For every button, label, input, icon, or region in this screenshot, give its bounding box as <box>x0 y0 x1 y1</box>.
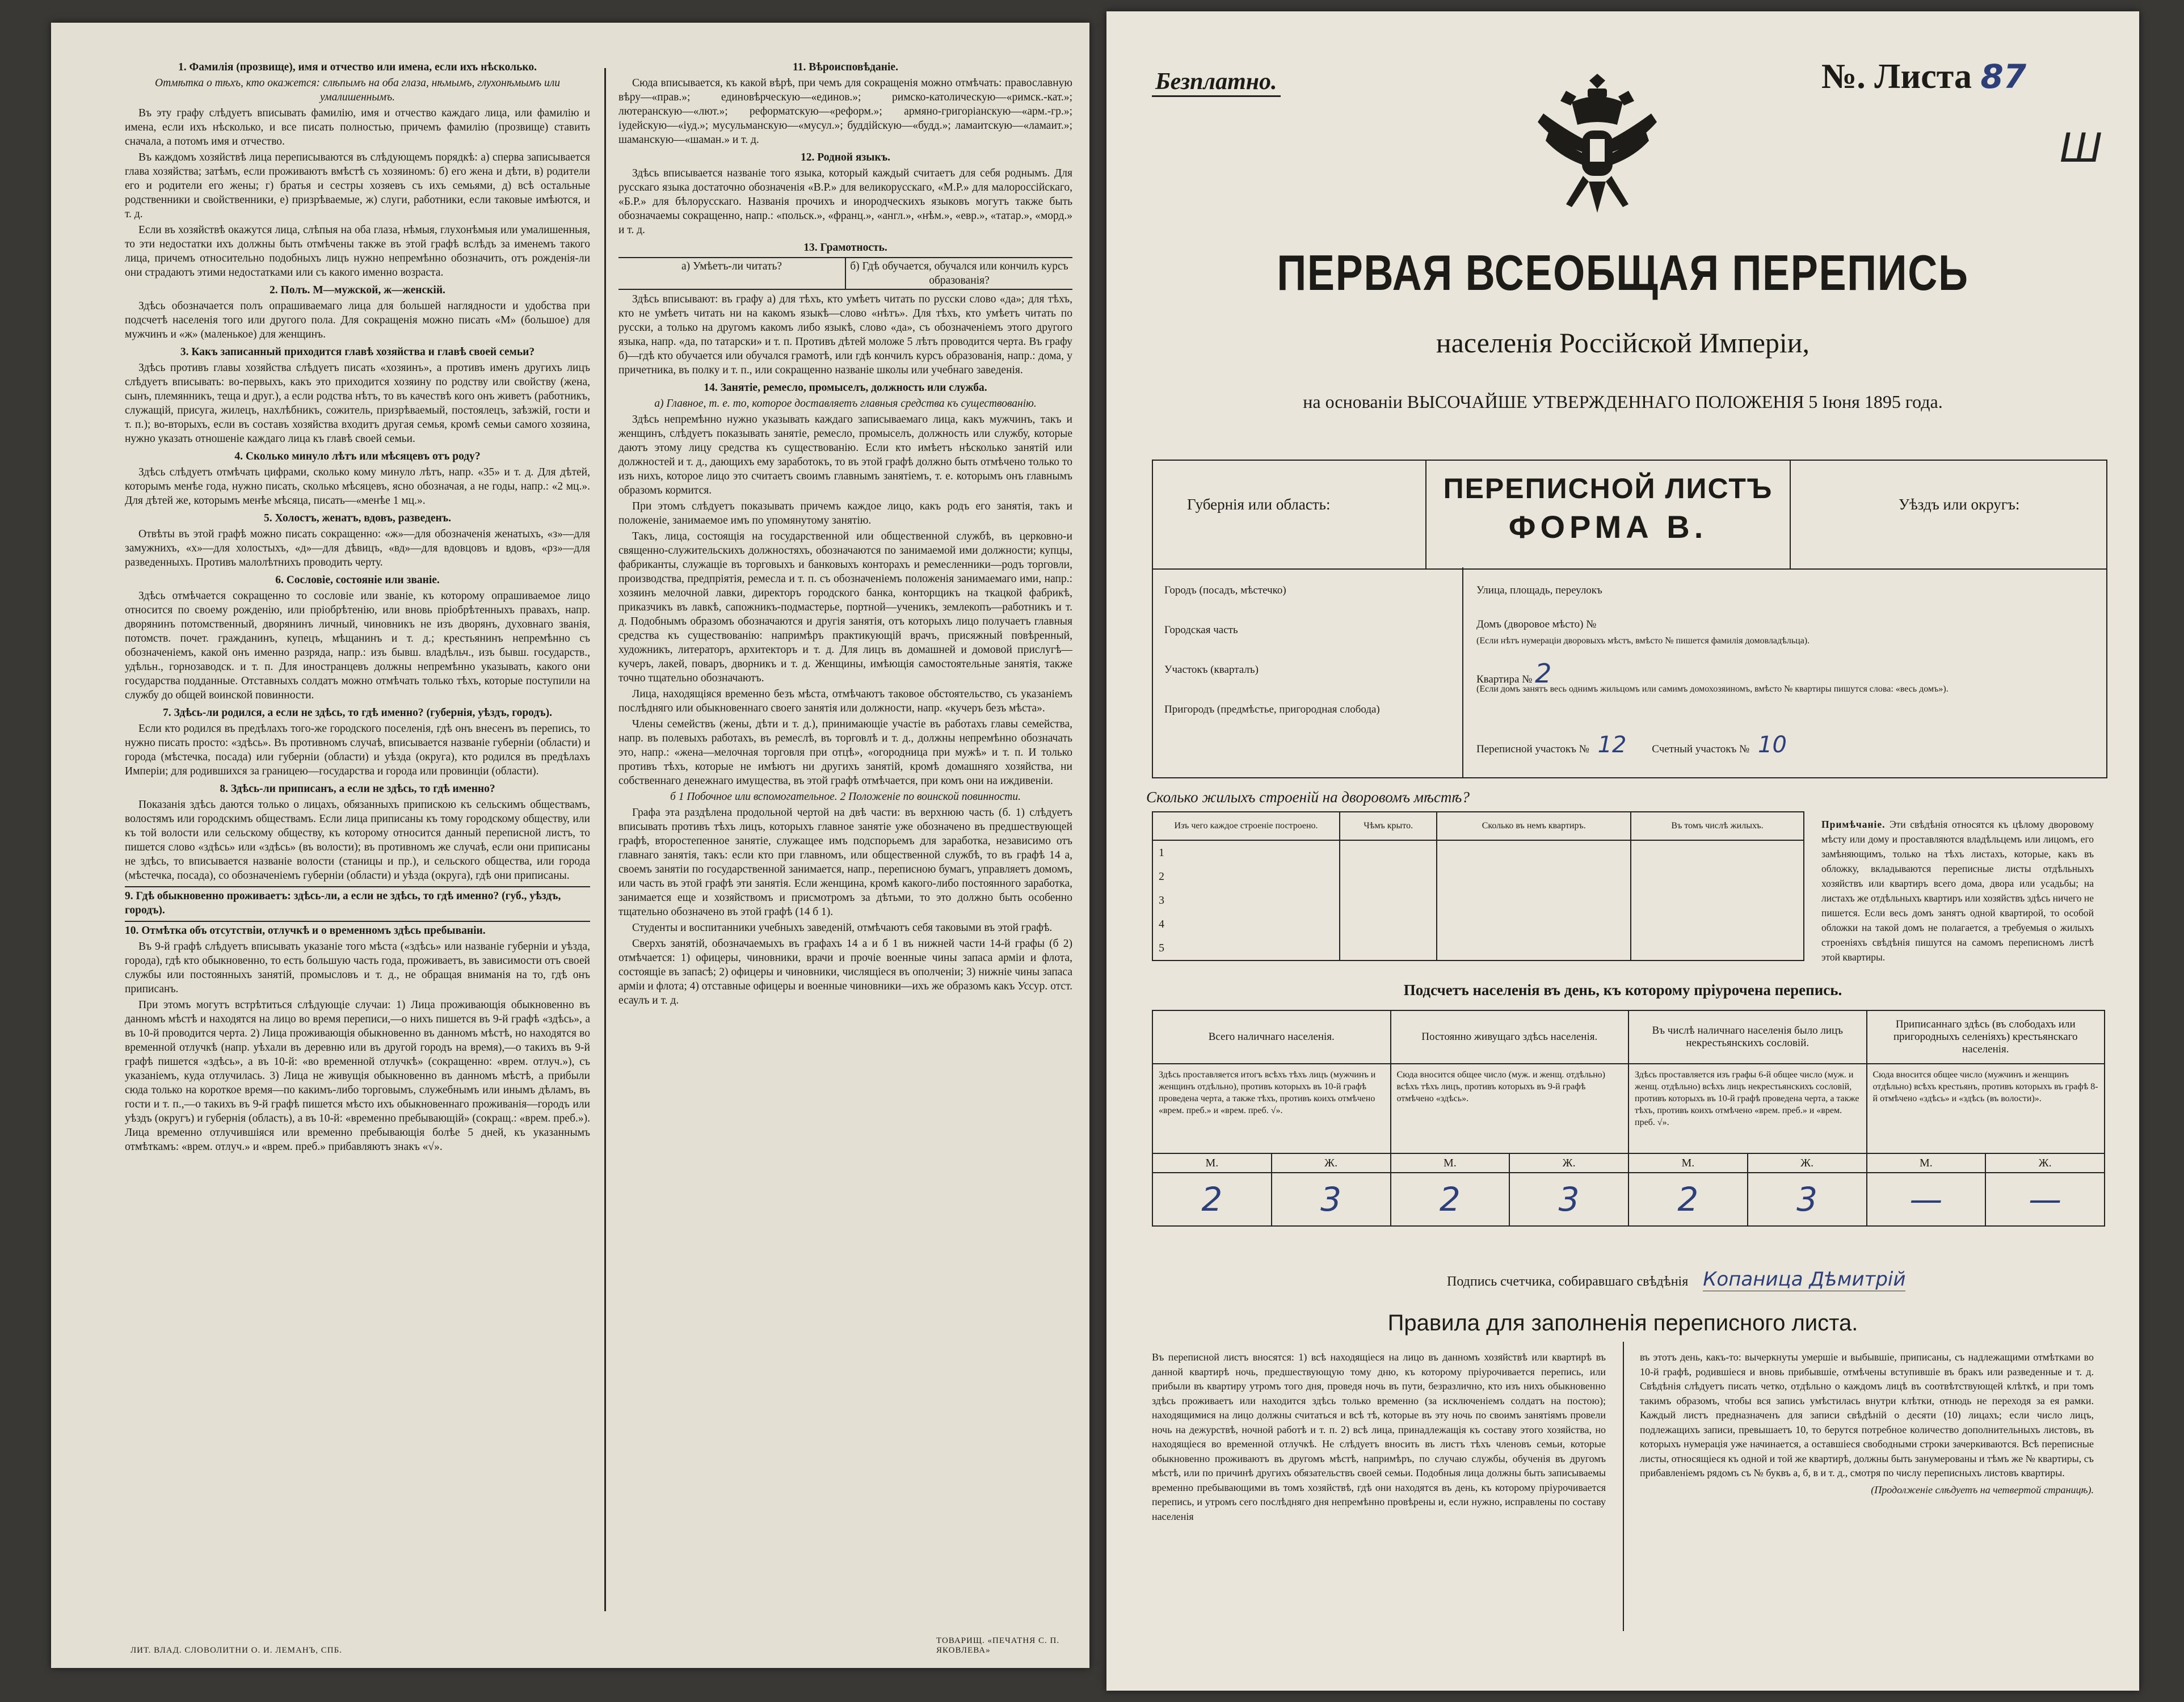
count-col-header: Всего наличнаго населенія. <box>1152 1010 1391 1064</box>
printer-footer-left: ЛИТ. ВЛАД. СЛОВОЛИТНИ О. И. ЛЕМАНЪ, СПБ. <box>131 1646 342 1655</box>
male-count-cell[interactable]: — <box>1867 1173 1986 1226</box>
section-subheading: а) Главное, т. е. то, которое доставляетъ главныя средства къ существованію. <box>654 398 1037 410</box>
population-count-table <box>1152 1010 2105 1227</box>
district-label: Городская часть <box>1164 624 1238 636</box>
rules-divider <box>1623 1342 1624 1631</box>
page-subtitle: населенія Россійской Имперіи, <box>1436 327 1810 359</box>
buildings-col-header: Чѣмъ крыто. <box>1340 812 1437 840</box>
building-cell[interactable] <box>1340 936 1437 960</box>
literacy-read-header: а) Умѣетъ-ли читать? <box>618 258 846 289</box>
male-count-cell[interactable]: 2 <box>1391 1173 1510 1226</box>
gubernia-label: Губернія или область: <box>1187 496 1331 513</box>
section-heading: 13. Грамотность. <box>803 242 887 254</box>
rules-continued: (Продолженіе слѣдуетъ на четвертой страницѣ). <box>1871 1484 2094 1495</box>
precinct-label: Участокъ (кварталъ) <box>1164 664 1259 676</box>
instruction-paragraph: Здѣсь противъ главы хозяйства слѣдуетъ писать «хозяинъ», а противъ именъ другихъ лицъ слѣдуетъ вписывать: во-первыхъ, какъ это приходится хозяину по родству или свойству (жена, сынъ, племянникъ, теща и друг.), а если родства нѣтъ, то въ качествѣ кого онъ живетъ (работникъ, служащій, присуга, жилецъ, нахлѣбникъ, сожитель, призрѣваемый, постоялецъ, заѣзжій, гости и т. п.); во-вторыхъ, если въ составъ хозяйства входитъ другая семья, кромѣ семьи самого хозяина, нужно указать отношеніе каждаго лица къ главѣ своей семьи. <box>125 362 590 445</box>
instruction-paragraph: Сюда вписывается, къ какой вѣрѣ, при чемъ для сокращенія можно отмѣчать: православную вѣру—«прав.»; единовѣрческую—«единов.»; римско-католическую—«римск.-кат.»; лютеранскую—«лют.»; реформатскую—«реформ.»; армяно-григоріанскую—«арм.-гр.»; іудейскую—«іуд.»; мусульманскую—«мусул.»; буддійскую—«будд.»; ламаитскую—«ламаит.»; шаманскую—«шаман.» и т. д. <box>618 77 1072 146</box>
instruction-paragraph: Здѣсь вписывают: въ графу а) для тѣхъ, кто умѣетъ читать по русски слово «да»; для тѣхъ, кто не умѣетъ читать ни на какомъ языкѣ—слово «нѣтъ». Для тѣхъ, кто умѣетъ читать по русски, а только на другомъ какомъ либо языкѣ, слово «да», съ обозначеніемъ этого другого языка, напр. «да, по татарски» и т. п. Противъ дѣтей моложе 5 лѣтъ проводится черта. Въ графу б)—гдѣ кто обучается или обучался грамотѣ, или гдѣ кончилъ курсъ образованія, напр.: дома, у причетника, въ полку и т. п., или сокращенно названіе школы или учебнаго заведенія. <box>618 293 1072 376</box>
building-cell[interactable] <box>1631 912 1804 936</box>
instruction-paragraph: Лица, находящіяся временно безъ мѣста, отмѣчаютъ таковое обстоятельство, съ указаніемъ послѣдняго или обыкновеннаго своего занятія или должности, напр. «кучеръ безъ мѣста». <box>618 688 1072 714</box>
male-subheader: М. <box>1867 1153 1986 1173</box>
note-label: Примѣчаніе. <box>1821 819 1886 830</box>
printer-footer-right: ТОВАРИЩ. «ПЕЧАТНЯ С. П. ЯКОВЛЕВА» <box>936 1636 1060 1655</box>
female-count-cell[interactable]: — <box>1985 1173 2105 1226</box>
suburb-field[interactable] <box>1164 703 1448 716</box>
address-divider <box>1462 567 1463 777</box>
rules-right-text: въ этотъ день, какъ-то: вычеркнуты умершіе и выбывшіе, приписаны, съ надлежащими отмѣтками во 10-й графѣ, родившіеся и вновь прибывшіе, отмѣчены вступившіе въ бракъ или разведенные и т. д. Свѣдѣнія слѣдуетъ писать четко, отдѣльно о каждомъ лицѣ въ соотвѣтствующей клѣткѣ, и при томъ такимъ образомъ, чтобы вся запись умѣстилась внутри клѣтки, отнюдь не переходя за ея рамки. Каждый листъ предназначенъ для записи свѣдѣній о десяти (10) лицахъ; если число лицъ, подлежащихъ записи, превышаетъ 10, то берутся потребное количество дополнительныхъ листовъ, въ которыхъ нумерація уже начинается, а оставшіеся свободными строки зачеркиваются. Всѣ переписные листы, относящіеся къ одной и той же квартирѣ, должны быть занумерованы и тѣмъ же № квартиры, съ прибавленіемъ рядомъ съ № буквъ а, б, в и т. д., смотря по числу переписныхъ листовъ квартиры. <box>1640 1351 2094 1478</box>
building-row-number[interactable]: 5 <box>1152 936 1340 960</box>
margin-mark: Ш <box>2060 125 2102 171</box>
counting-precinct-value: 10 <box>1758 732 1787 758</box>
building-cell[interactable] <box>1631 888 1804 912</box>
census-precinct-label: Переписной участокъ № <box>1476 743 1589 755</box>
building-cell[interactable] <box>1437 912 1631 936</box>
male-subheader: М. <box>1628 1153 1748 1173</box>
buildings-note <box>1821 817 2094 964</box>
count-col-description: Сюда вносится общее число (мужчинъ и женщинъ отдѣльно) всѣхъ крестьянъ, противъ которыхъ въ графѣ 8-й отмѣчено «здѣсь» и «здѣсь (въ волости)». <box>1867 1064 2105 1153</box>
section-subheading: б 1 Побочное или вспомогательное. 2 Положеніе по воинской повинности. <box>670 791 1021 803</box>
section-heading: 12. Родной языкъ. <box>801 151 890 163</box>
building-row-number[interactable]: 4 <box>1152 912 1340 936</box>
population-count-title: Подсчетъ населенія въ день, къ которому пріурочена перепись. <box>1403 981 1842 999</box>
building-cell[interactable] <box>1340 912 1437 936</box>
count-col-description: Сюда вносится общее число (муж. и женщ. отдѣльно) всѣхъ тѣхъ лицъ, противъ которыхъ въ 9-й графѣ отмѣчено «здѣсь». <box>1391 1064 1629 1153</box>
buildings-col-header: Сколько въ немъ квартиръ. <box>1437 812 1631 840</box>
table-row <box>1152 840 1804 865</box>
buildings-question: Сколько жилыхъ строеній на дворовомъ мѣстѣ? <box>1146 789 1470 806</box>
town-field[interactable] <box>1164 584 1448 597</box>
town-label: Городъ (посадъ, мѣстечко) <box>1164 584 1286 596</box>
section-heading: 11. Вѣроисповѣданіе. <box>793 61 898 73</box>
building-cell[interactable] <box>1340 865 1437 888</box>
sheet-number-value: 87 <box>1980 57 2027 96</box>
building-cell[interactable] <box>1631 865 1804 888</box>
instruction-paragraph: Здѣсь слѣдуетъ отмѣчать цифрами, сколько кому минуло лѣтъ, напр. «35» и т. д. Для дѣтей, которымъ менѣе года, нужно писать, сколько мѣсяцевъ, ясно обозначая, а не годы, напр.: «2 мц.». Для дѣтей же, которымъ менѣе мѣсяца, писать—«менѣе 1 мц.». <box>125 466 590 507</box>
female-count-cell[interactable]: 3 <box>1272 1173 1391 1226</box>
note-text: Эти свѣдѣнія относятся къ цѣлому дворовому мѣсту или дому и проставляются владѣльцемъ или лицомъ, его замѣняющимъ, только на тѣхъ листахъ, которые, какъ въ обложку, вкладываются переписные листы отдѣльныхъ хозяйствъ или квартиръ всего дома, двора или усадьбы; на листахъ же отдѣльныхъ квартиръ или хозяйствъ здѣсь ничего не пишется. Если весь домъ занятъ одной квартирой, то особой обложки на такой домъ не полагается, а требуемыя о жилыхъ строеніяхъ свѣдѣнія пишутся на самомъ переписномъ листѣ этой квартиры. <box>1821 819 2094 963</box>
census-form-page <box>1106 11 2139 1691</box>
census-precinct-field[interactable] <box>1476 732 2095 758</box>
literacy-split-header <box>618 257 1072 290</box>
instructions-column-right <box>618 57 1072 1611</box>
signature-label: Подпись счетчика, собиравшаго свѣдѣнія <box>1447 1274 1689 1289</box>
building-cell[interactable] <box>1631 936 1804 960</box>
building-cell[interactable] <box>1437 936 1631 960</box>
census-precinct-value: 12 <box>1597 732 1627 758</box>
building-cell[interactable] <box>1437 888 1631 912</box>
signature-value: Копаница Дѣмитрій <box>1703 1268 1906 1291</box>
section-heading: 1. Фамилія (прозвище), имя и отчество или имена, если ихъ нѣсколько. <box>178 61 537 73</box>
section-heading: 4. Сколько минуло лѣтъ или мѣсяцевъ отъ роду? <box>234 450 481 462</box>
female-subheader: Ж. <box>1748 1153 1867 1173</box>
apartment-note: (Если домъ занятъ весь однимъ жильцомъ или самимъ домохозяиномъ, вмѣсто № квартиры пишутся слова: «весь домъ»). <box>1476 684 1949 694</box>
suburb-label: Пригородъ (предмѣстье, пригородная слобода) <box>1164 703 1380 715</box>
instruction-paragraph: Въ каждомъ хозяйствѣ лица переписываются въ слѣдующемъ порядкѣ: a) сперва записывается глава хозяйства; затѣмъ, если проживаютъ вмѣстѣ съ хозяиномъ: б) его жена и дѣти, в) родители его и родители его жены; г) братья и сестры хозяевъ съ ихъ семьями, д) всѣ остальные родственники и свойственники, е) призрѣваемые, ж) слуги, работники, если таковые имѣются, и т. д. <box>125 151 590 220</box>
house-label: Домъ (дворовое мѣсто) № <box>1476 618 1597 630</box>
apartment-label: Квартира № <box>1476 673 1533 685</box>
instruction-paragraph: Члены семействъ (жены, дѣти и т. д.), принимающіе участіе въ работахъ главы семейства, напр. въ полевыхъ работахъ, въ ремеслѣ, въ торговлѣ и т. д., должны непремѣнно обозначать это, напр.: «жена—мелочная торговля при отцѣ», «огородница при мужѣ» и т. п. И только противъ тѣхъ, которые не имѣютъ ни другихъ занятій, кромѣ домашняго хозяйства, ни собственнаго денежнаго имущества, въ этой графѣ отмѣчается, при комъ они на иждивеніи. <box>618 718 1072 787</box>
table-row <box>1152 888 1804 912</box>
building-row-number[interactable]: 3 <box>1152 888 1340 912</box>
rules-title: Правила для заполненія переписного листа. <box>1387 1311 1858 1336</box>
form-title-cell <box>1426 461 1791 568</box>
male-count-cell[interactable]: 2 <box>1152 1173 1272 1226</box>
female-count-cell[interactable]: 3 <box>1748 1173 1867 1226</box>
section-heading-boxed: 10. Отмѣтка объ отсутствіи, отлучкѣ и о временномъ здѣсь пребываніи. <box>125 921 590 938</box>
counting-precinct-label: Счетный участокъ № <box>1652 743 1750 755</box>
buildings-col-header: Изъ чего каждое строеніе построено. <box>1152 812 1340 840</box>
instruction-paragraph: Здѣсь отмѣчается сокращенно то сословіе или званіе, къ которому опрашиваемое лицо относится по своему рожденію, или пріобрѣтенію, или вновь пріобрѣтенныхъ правахъ, напр. дворянинъ потомственный, дворянинъ личный, чиновникъ не изъ дворянъ, духовнаго званія, потомств. почет. гражданинъ, купецъ, мѣщанинъ и т. д.; крестьянинъ непремѣнно съ обозначеніемъ, какой онъ именно разряда, напр.: изъ бывш. владѣльч., изъ бывш. государств., удѣльн., горнозаводск. и т. п. Для иностранцевъ должны непремѣнно указывать, какого они государства подданные. Отставныхъ солдатъ можно отмѣчать только тѣхъ, которые поступили на службу до общей воинской повинности. <box>125 590 590 701</box>
building-row-number[interactable]: 2 <box>1152 865 1340 888</box>
instruction-paragraph: Въ эту графу слѣдуетъ вписывать фамилію, имя и отчество каждаго лица, или фамилію и имена, если ихъ нѣсколько, и все писать полностью, причемъ фамилію (прозвище) ставить сначала, а потомъ имя и отчество. <box>125 107 590 148</box>
house-field[interactable] <box>1476 618 2095 631</box>
section-heading: 6. Сословіе, состояніе или званіе. <box>275 574 440 586</box>
section-heading: 14. Занятіе, ремесло, промыселъ, должность или служба. <box>704 382 987 394</box>
instruction-paragraph: Здѣсь обозначается полъ опрашиваемаго лица для большей наглядности и удобства при подсчетѣ населенія того или другого пола. Для сокращенія можно писать «М» (большое) для мужчинъ и «ж» (маленькое) для женщинъ. <box>125 300 590 340</box>
female-subheader: Ж. <box>1509 1153 1628 1173</box>
building-cell[interactable] <box>1631 840 1804 865</box>
count-col-description: Здѣсь проставляется изъ графы 6-й общее число (муж. и женщ. отдѣльно) всѣхъ лицъ некрестьянскихъ сословій, противъ которыхъ въ 10-й графѣ проведена черта, а также тѣхъ, противъ коихъ отмѣчено «врем. преб.» и «врем. преб. √». <box>1628 1064 1867 1153</box>
form-letter: ФОРМА В. <box>1508 509 1708 545</box>
count-col-description: Здѣсь проставляется итогъ всѣхъ тѣхъ лицъ (мужчинъ и женщинъ отдѣльно), противъ которыхъ въ 10-й графѣ проведена черта, а также тѣхъ, противъ коихъ отмѣчено «врем. преб.» и «врем. преб. √». <box>1152 1064 1391 1153</box>
district-field[interactable] <box>1164 624 1448 637</box>
instruction-paragraph: При этомъ слѣдуетъ показывать причемъ каждое лицо, какъ родъ его занятія, такъ и положеніе, занимаемое имъ по упомянутому занятію. <box>618 500 1072 526</box>
street-field[interactable] <box>1476 584 2095 597</box>
table-row <box>1152 936 1804 960</box>
literacy-school-header: б) Гдѣ обучается, обучался или кончилъ курсъ образованія? <box>850 260 1068 287</box>
instruction-paragraph: Показанія здѣсь даются только о лицахъ, обязанныхъ припискою къ сельскимъ обществамъ, волостямъ или городскимъ обществамъ. Если лица приписаны къ тому городскому обществу, или къ той волости или сельскому обществу, къ которому относится данный переписной листъ, то пишется слово «здѣсь» или «здѣсь» (въ волости); въ противномъ же случаѣ, если они приписаны не здѣсь, то вписывается названіе волости (станицы и пр.), и сельского общества, или города (мѣстечка, посада), со обозначеніемъ губерніи (области) и уѣзда (округа), гдѣ они приписаны. <box>125 799 590 882</box>
buildings-table <box>1152 811 1804 961</box>
free-label: Безплатно. <box>1152 68 1281 97</box>
female-subheader: Ж. <box>1985 1153 2105 1173</box>
street-label: Улица, площадь, переулокъ <box>1476 584 1602 596</box>
section-heading-boxed: 9. Гдѣ обыкновенно проживаетъ: здѣсь-ли, а если не здѣсь, то гдѣ именно? (губ., уѣздъ, городъ). <box>125 886 590 917</box>
address-block <box>1152 567 2107 778</box>
rules-column-left: Въ переписной листъ вносятся: 1) всѣ находящіеся на лицо въ данномъ хозяйствѣ или квартирѣ въ данной квартирѣ ночь, предшествующую тому дню, къ которому пріурочивается перепись, или прибыли въ квартиру утромъ того дня, проведя ночь въ пути, безразлично, кто изъ нихъ обыкновенно здѣсь проживаетъ или находится здѣсь только временно (за исключеніемъ солдатъ на постою); находящимися на лицо должны считаться и всѣ тѣ, которые въ эту ночь по своимъ занятіямъ провели ночь на дежурствѣ, ночной работѣ и т. п. 2) всѣ лица, принадлежащія къ составу этого хозяйства, но находящіеся во временной отлучкѣ. Не слѣдуетъ вносить въ листъ тѣхъ членовъ семьи, которые обыкновенно проживаютъ въ другомъ мѣстѣ, напримѣръ, по случаю службы, обученія въ другомъ мѣстѣ, или по причинѣ другихъ обязательствъ своей семьи. Подобныя лица должны быть записываемы временно пребывающими въ томъ хозяйствѣ, гдѣ они находятся въ день, къ которому пріурочивается перепись, и утромъ сего послѣдняго дня непремѣнно провѣрены и, если нужно, исправлены по составу населенія <box>1152 1351 1606 1522</box>
double-headed-eagle-icon <box>1532 68 1663 221</box>
instruction-paragraph: Въ 9-й графѣ слѣдуетъ вписывать указаніе того мѣста («здѣсь» или названіе губерніи и уѣзда, города), гдѣ кто обыкновенно, то есть большую часть года, проживаетъ, въ зависимости отъ своей службы или постоянныхъ занятій, промысловъ и т. д., не обращая вниманія на то, гдѣ онъ приписанъ. <box>125 941 590 995</box>
female-subheader: Ж. <box>1272 1153 1391 1173</box>
enumerator-signature <box>1447 1268 1905 1291</box>
count-col-header: Приписаннаго здѣсь (въ слободахъ или пригородныхъ селеніяхъ) крестьянскаго населенія. <box>1867 1010 2105 1064</box>
sheet-number-label: №. Листа <box>1821 57 1972 96</box>
form-title: ПЕРЕПИСНОЙ ЛИСТЪ <box>1443 473 1773 504</box>
instruction-paragraph: Если въ хозяйствѣ окажутся лица, слѣпыя на оба глаза, нѣмыя, глухонѣмыя или умалишенныя, то эти недостатки ихъ должны быть отмѣчены также въ этой графѣ вслѣдъ за именемъ такого лица, причемъ относительно подобныхъ лицъ нужно непремѣнно обозначить, отъ рожденія-ли они страдаютъ этими недостатками или съ какого именно возраста. <box>125 224 590 279</box>
buildings-col-header: Въ томъ числѣ жилыхъ. <box>1631 812 1804 840</box>
building-cell[interactable] <box>1340 888 1437 912</box>
table-row <box>1152 912 1804 936</box>
rules-column-right <box>1640 1350 2094 1497</box>
region-header-box <box>1152 460 2107 570</box>
sheet-number <box>1821 57 2026 97</box>
section-heading: 8. Здѣсь-ли приписанъ, а если не здѣсь, то гдѣ именно? <box>220 783 495 795</box>
instructions-column-left <box>125 57 590 1611</box>
female-count-cell[interactable]: 3 <box>1509 1173 1628 1226</box>
count-col-header: Въ числѣ наличнаго населенія было лицъ некрестьянскихъ сословій. <box>1628 1010 1867 1064</box>
left-page <box>51 23 1089 1668</box>
apartment-value: 2 <box>1535 658 1552 689</box>
section-heading: 3. Какъ записанный приходится главѣ хозяйства и главѣ своей семьи? <box>180 346 535 358</box>
section-heading: 2. Полъ. М—мужской, ж—женскій. <box>270 284 445 296</box>
section-heading: 7. Здѣсь-ли родился, а если не здѣсь, то гдѣ именно? (губернія, уѣздъ, городъ). <box>163 707 552 719</box>
male-subheader: М. <box>1152 1153 1272 1173</box>
section-heading: 5. Холостъ, женатъ, вдовъ, разведенъ. <box>264 512 451 524</box>
building-cell[interactable] <box>1437 840 1631 865</box>
instruction-paragraph: При этомъ могутъ встрѣтиться слѣдующіе случаи: 1) Лица проживающія обыкновенно въ данномъ мѣстѣ и находятся на лицо во время переписи,—о нихъ пишется въ 9-й графѣ «здѣсь», а въ 10-й проводится черта. 2) Лица проживающія обыкновенно въ данномъ мѣстѣ, но находятся во временной отлучкѣ (напр. уѣхали въ деревню или въ другой городъ на время),—о такихъ въ 9-й графѣ пишется «здѣсь», а въ 10-й: «во временной отлучкѣ» (сокращенно: «врем. отлуч.»), съ указаніемъ, куда отлучилась. 3) Лица не живущія обыкновенно въ данномъ мѣстѣ, а прибыли сюда только на короткое время—по какимъ-либо торговымъ, служебнымъ или инымъ дѣламъ, въ гости и т. п.,—о такихъ въ 9-й графѣ пишется мѣсто ихъ обыкновеннаго проживанія—городъ или уѣздъ (округъ) и губернія (область), а въ 10-й: «временно пребывающій» (сокращ.: «врем. преб.»). Лица временно отлучившіяся или временно пребывающія болѣе 5 дней, къ указаннымъ отмѣткамъ: «врем. отлуч.» и «врем. преб.» прибавляютъ знакъ «√». <box>125 999 590 1153</box>
building-cell[interactable] <box>1437 865 1631 888</box>
uezd-label: Уѣздъ или округъ: <box>1899 496 2020 513</box>
count-col-header: Постоянно живущаго здѣсь населенія. <box>1391 1010 1629 1064</box>
column-divider <box>604 68 606 1611</box>
gubernia-cell[interactable] <box>1153 461 1426 568</box>
instruction-paragraph: Отвѣты въ этой графѣ можно писать сокращенно: «ж»—для обозначенія женатыхъ, «з»—для замужнихъ, «х»—для холостыхъ, «д»—для дѣвицъ, «вд»—для вдовцовъ и вдовъ, «рз»—для разведенныхъ. Противъ малолѣтнихъ проводить черту. <box>125 528 590 568</box>
instruction-paragraph: Студенты и воспитанники учебныхъ заведеній, отмѣчаютъ себя таковыми въ этой графѣ. <box>632 922 1053 934</box>
male-count-cell[interactable]: 2 <box>1628 1173 1748 1226</box>
building-row-number[interactable]: 1 <box>1152 840 1340 865</box>
precinct-field[interactable] <box>1164 664 1448 676</box>
uezd-cell[interactable] <box>1791 461 2106 568</box>
instruction-paragraph: Если кто родился въ предѣлахъ того-же городского поселенія, гдѣ онъ внесенъ въ перепись, то нужно писать просто: «здѣсь». Въ противномъ случаѣ, вписывается названіе губерніи (области) и города (мѣстечка, посада) или губерніи (области) и уѣзда (округа), кто родился въ предѣлахъ Имперіи; для родившихся за границею—государства и города или провинціи (области). <box>125 723 590 777</box>
instruction-paragraph: Здѣсь вписывается названіе того языка, который каждый считаетъ для себя роднымъ. Для русскаго языка достаточно обозначенія «В.Р.» для великорусскаго, «М.Р.» для малороссійскаго, «Б.Р.» для бѣлорусскаго. Названія прочихъ и инородческихъ языковъ могутъ также быть обозначаемы сокращенно, напр.: «польск.», «франц.», «англ.», «нѣм.», «евр.», «татар.», «морд.» и т. д. <box>618 167 1072 236</box>
instruction-paragraph: Такъ, лица, состоящія на государственной или общественной службѣ, въ церковно-и священно-служительскихъ должностяхъ, обозначаются по занимаемой ими должности; купцы, фабриканты, служащіе въ торговыхъ и банковыхъ конторахъ и ремесленники—родъ торговли, производства, предпріятія, ремесла и т. п. съ обозначеніемъ положенія занимаемаго ими, напр.: хозяинъ мелочной лавки, директоръ городского банка, конторщикъ на ткацкой фабрикѣ, приказчикъ въ лавкѣ, сапожникъ-подмастерье, портной—ученикъ, землекопъ—работникъ и т. д. Подобнымъ образомъ обозначаются и другія занятія, отъ которыхъ лицо получаетъ главныя средства къ существованію: напримѣръ практикующій врачъ, присяжный повѣренный, художникъ, литераторъ, архитекторъ и т. д. Для лицъ въ домашней и домовой прислугѣ—кучеръ, лакей, поваръ, дворникъ и т. д. Женщины, имѣющія самостоятельные занятія, также точно тщательно обозначаютъ. <box>618 530 1072 684</box>
male-subheader: М. <box>1391 1153 1510 1173</box>
building-cell[interactable] <box>1340 840 1437 865</box>
section-subheading: Отмѣтка о тѣхъ, кто окажется: слѣпымъ на оба глаза, нѣмымъ, глухонѣмымъ или умалишеннымъ. <box>155 77 560 103</box>
legal-basis: на основаніи ВЫСОЧАЙШЕ УТВЕРЖДЕННАГО ПОЛОЖЕНІЯ 5 Іюня 1895 года. <box>1303 391 1943 412</box>
instruction-paragraph: Графа эта раздѣлена продольной чертой на двѣ части: въ верхнюю часть (б. 1) слѣдуетъ вписывать противъ тѣхъ лицъ, которыхъ главное занятіе уже обозначено въ предшествующей графѣ, второстепенное занятіе, служащее имъ подспорьемъ для заработка, независимо отъ главнаго занятія, такъ: если кто при главномъ, или общественной службѣ, то въ графѣ 14 а, своемъ занятіи по государственной занимается, напр., переписною бумагъ, управляетъ домомъ, или часть въ этой графѣ эти занятія. Если женщина, кромѣ какого-либо постоянного заработка, занимается еще и хозяйствомъ и присмотромъ за дѣтьми, то это должно быть особенно тщательно обозначено въ этой графѣ (14 б 1). <box>618 807 1072 918</box>
house-note: (Если нѣтъ нумераціи дворовыхъ мѣстъ, вмѣсто № пишется фамилія домовладѣльца). <box>1476 636 1810 646</box>
table-row <box>1152 865 1804 888</box>
instruction-paragraph: Здѣсь непремѣнно нужно указывать каждаго записываемаго лица, какъ мужчинъ, такъ и женщинъ, слѣдуетъ показывать занятіе, ремесло, промыселъ, должность или службу, которые даютъ этому лицу средства къ существованію. Если кто имѣетъ нѣсколько занятій или должностей и т. д., дающихъ ему заработокъ, то въ этой графѣ должно быть отмѣчено только то изъ нихъ, которое лицо это считаетъ своимъ главнымъ занятіемъ, т. е. которымъ онъ главнымъ образомъ кормится. <box>618 414 1072 496</box>
page-title: ПЕРВАЯ ВСЕОБЩАЯ ПЕРЕПИСЬ <box>1277 245 1969 301</box>
instruction-paragraph: Сверхъ занятій, обозначаемыхъ въ графахъ 14 а и б 1 въ нижней части 14-й графы (б 2) отмѣчается: 1) офицеры, чиновники, врачи и прочіе военные чины запаса арміи и флота, состоящіе въ запасѣ; 2) офицеры и чиновники, числящіеся въ ополченіи; 3) нижніе чины запаса арміи и флота; 4) отставные офицеры и военные чиновники—ихъ же образомъ какъ Уссур. отст. есаулъ и т. д. <box>618 938 1072 1006</box>
